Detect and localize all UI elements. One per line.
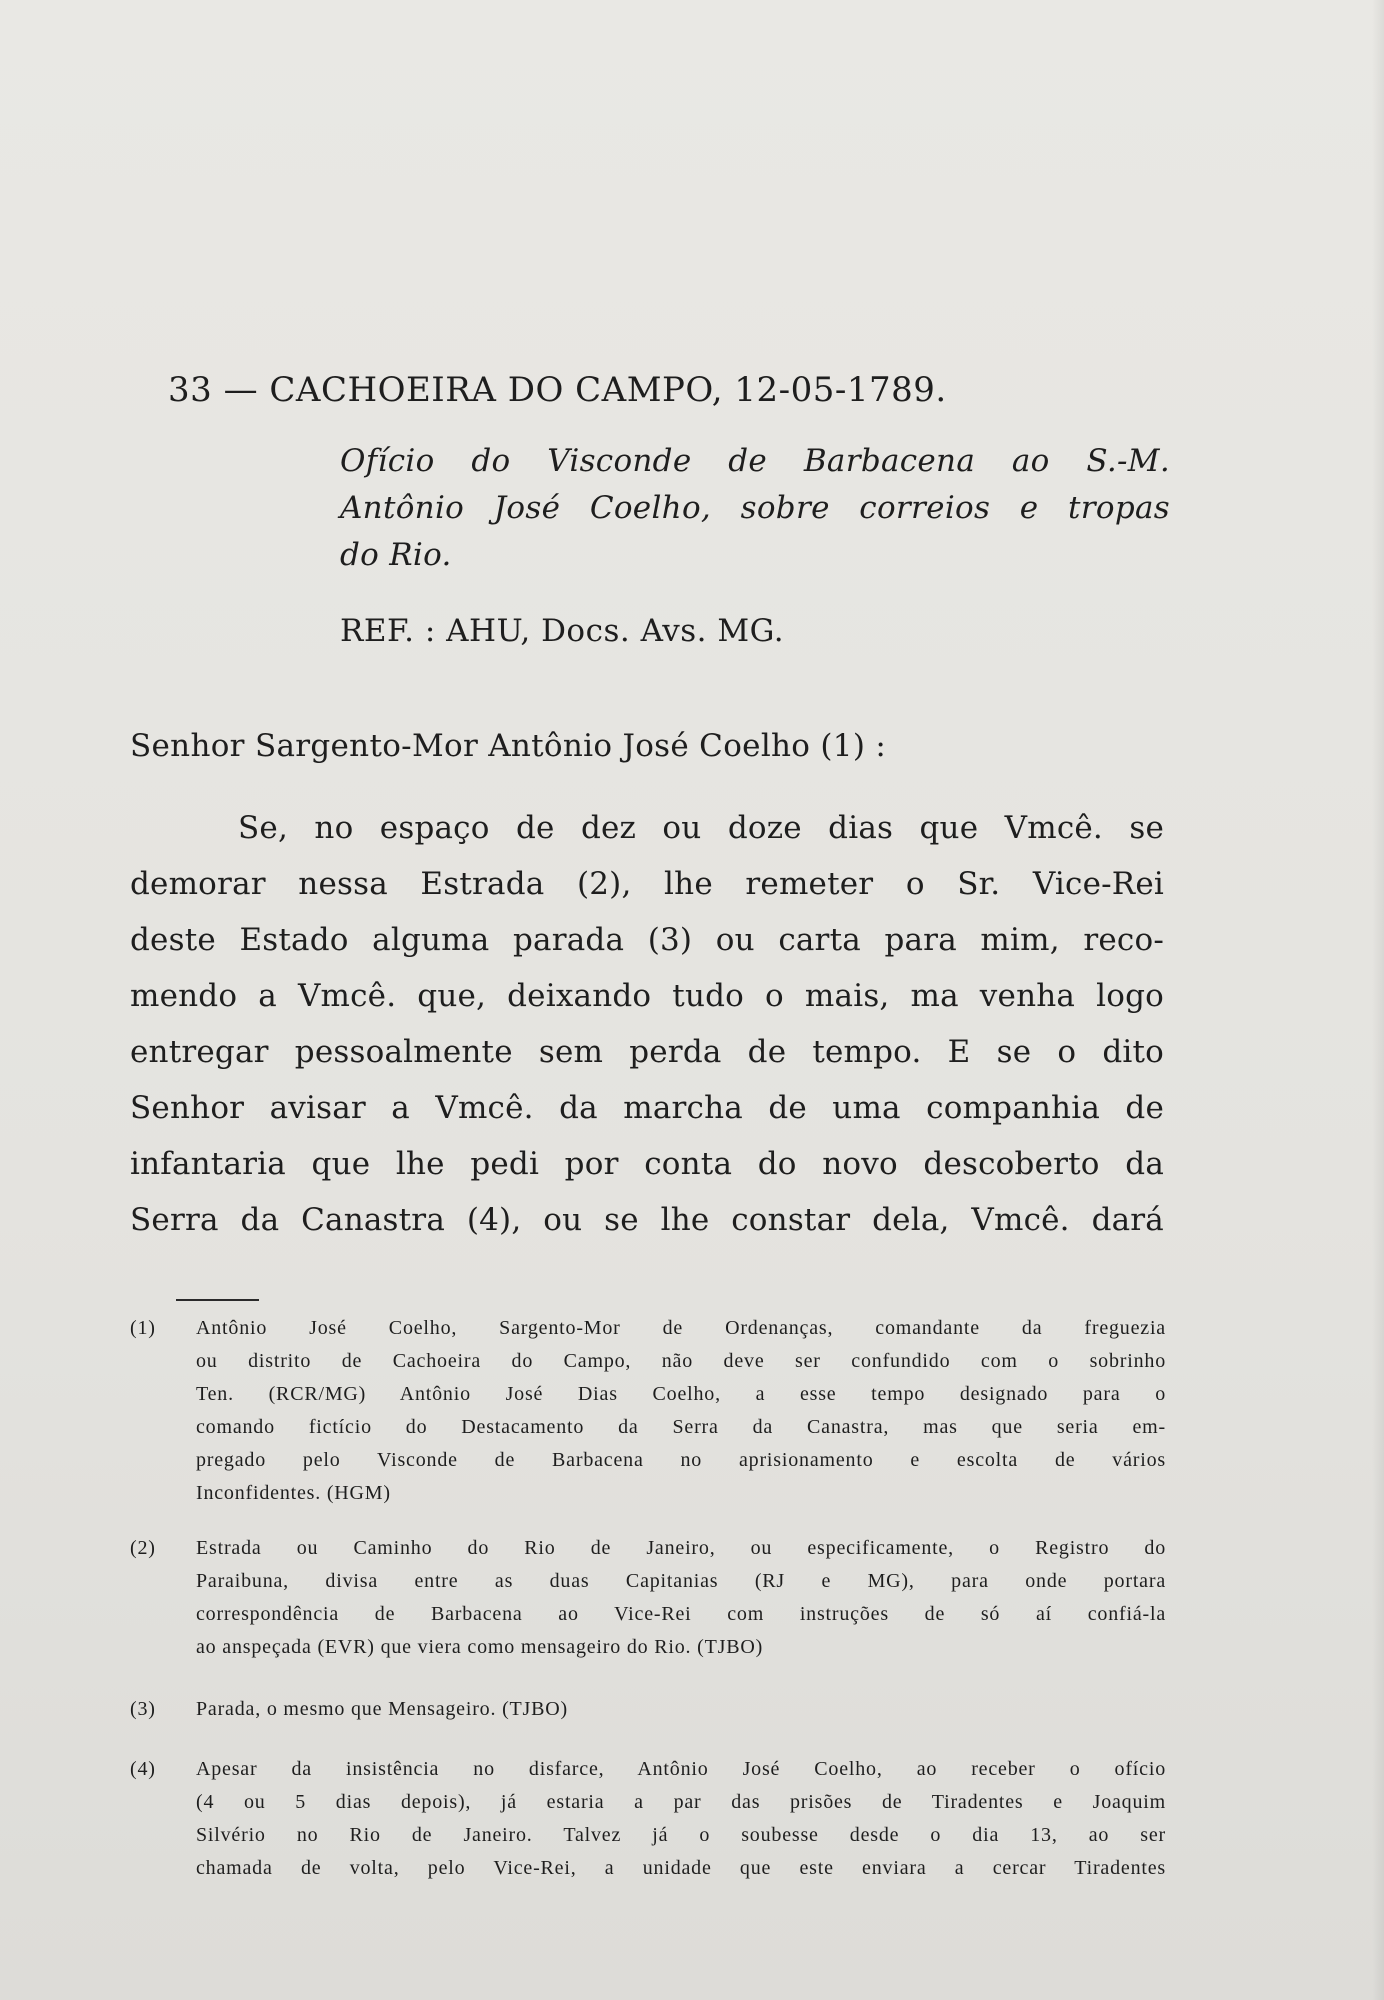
document-reference: REF. : AHU, Docs. Avs. MG.: [340, 613, 785, 649]
footnote-line: pregado pelo Visconde de Barbacena no aprisionamento e escolta de vários: [196, 1449, 1166, 1471]
footnote-number: (3): [130, 1698, 156, 1720]
footnote-line: (4 ou 5 dias depois), já estaria a par das prisões de Tiradentes e Joaquim: [196, 1791, 1166, 1813]
document-heading: 33 — CACHOEIRA DO CAMPO, 12-05-1789.: [168, 370, 947, 410]
page-edge-shadow: [1372, 0, 1384, 2000]
footnote-line: chamada de volta, pelo Vice-Rei, a unidade que este enviara a cercar Tiradentes: [196, 1857, 1166, 1879]
footnote-line: Silvério no Rio de Janeiro. Talvez já o soubesse desde o dia 13, ao ser: [196, 1824, 1166, 1846]
body-line: Serra da Canastra (4), ou se lhe constar dela, Vmcê. dará: [130, 1202, 1164, 1238]
body-line: Se, no espaço de dez ou doze dias que Vmcê. se: [238, 810, 1164, 846]
footnote-line: ou distrito de Cachoeira do Campo, não deve ser confundido com o sobrinho: [196, 1350, 1166, 1372]
footnote-divider: [176, 1299, 259, 1301]
footnote-text: [196, 1753, 1166, 1885]
footnote-number: (2): [130, 1537, 156, 1559]
footnote-line: comando fictício do Destacamento da Serra da Canastra, mas que seria em-: [196, 1416, 1166, 1438]
document-subtitle: [340, 438, 1170, 579]
body-line: infantaria que lhe pedi por conta do novo descoberto da: [130, 1146, 1164, 1182]
footnote-text: [196, 1693, 1166, 1726]
body-line: demorar nessa Estrada (2), lhe remeter o Sr. Vice-Rei: [130, 866, 1164, 902]
letter-salutation: Senhor Sargento-Mor Antônio José Coelho (1) :: [130, 728, 887, 764]
body-line: mendo a Vmcê. que, deixando tudo o mais, ma venha logo: [130, 978, 1164, 1014]
footnote-number: (1): [130, 1317, 156, 1339]
footnote-text: [196, 1532, 1166, 1664]
footnote-text: [196, 1312, 1166, 1510]
footnote-3: [130, 1693, 1166, 1726]
footnote-line: Antônio José Coelho, Sargento-Mor de Ordenanças, comandante da freguezia: [196, 1317, 1166, 1339]
footnote-line: Parada, o mesmo que Mensageiro. (TJBO): [196, 1698, 568, 1720]
footnote-line: Estrada ou Caminho do Rio de Janeiro, ou especificamente, o Registro do: [196, 1537, 1166, 1559]
footnote-line: Ten. (RCR/MG) Antônio José Dias Coelho, a esse tempo designado para o: [196, 1383, 1166, 1405]
subtitle-line: Antônio José Coelho, sobre correios e tropas: [340, 490, 1170, 526]
letter-body: [130, 800, 1164, 1248]
subtitle-line: Ofício do Visconde de Barbacena ao S.-M.: [340, 443, 1170, 479]
body-line: Senhor avisar a Vmcê. da marcha de uma companhia de: [130, 1090, 1164, 1126]
footnote-line: correspondência de Barbacena ao Vice-Rei com instruções de só aí confiá-la: [196, 1603, 1166, 1625]
footnote-line: Inconfidentes. (HGM): [196, 1482, 391, 1504]
subtitle-line: do Rio.: [340, 537, 452, 573]
footnote-line: Apesar da insistência no disfarce, Antônio José Coelho, ao receber o ofício: [196, 1758, 1166, 1780]
footnote-1: [130, 1312, 1166, 1510]
body-line: entregar pessoalmente sem perda de tempo. E se o dito: [130, 1034, 1164, 1070]
footnote-line: Paraibuna, divisa entre as duas Capitanias (RJ e MG), para onde portara: [196, 1570, 1166, 1592]
footnote-number: (4): [130, 1758, 156, 1780]
body-line: deste Estado alguma parada (3) ou carta para mim, reco-: [130, 922, 1164, 958]
footnote-line: ao anspeçada (EVR) que viera como mensageiro do Rio. (TJBO): [196, 1636, 764, 1658]
footnote-4: [130, 1753, 1166, 1885]
footnote-2: [130, 1532, 1166, 1664]
